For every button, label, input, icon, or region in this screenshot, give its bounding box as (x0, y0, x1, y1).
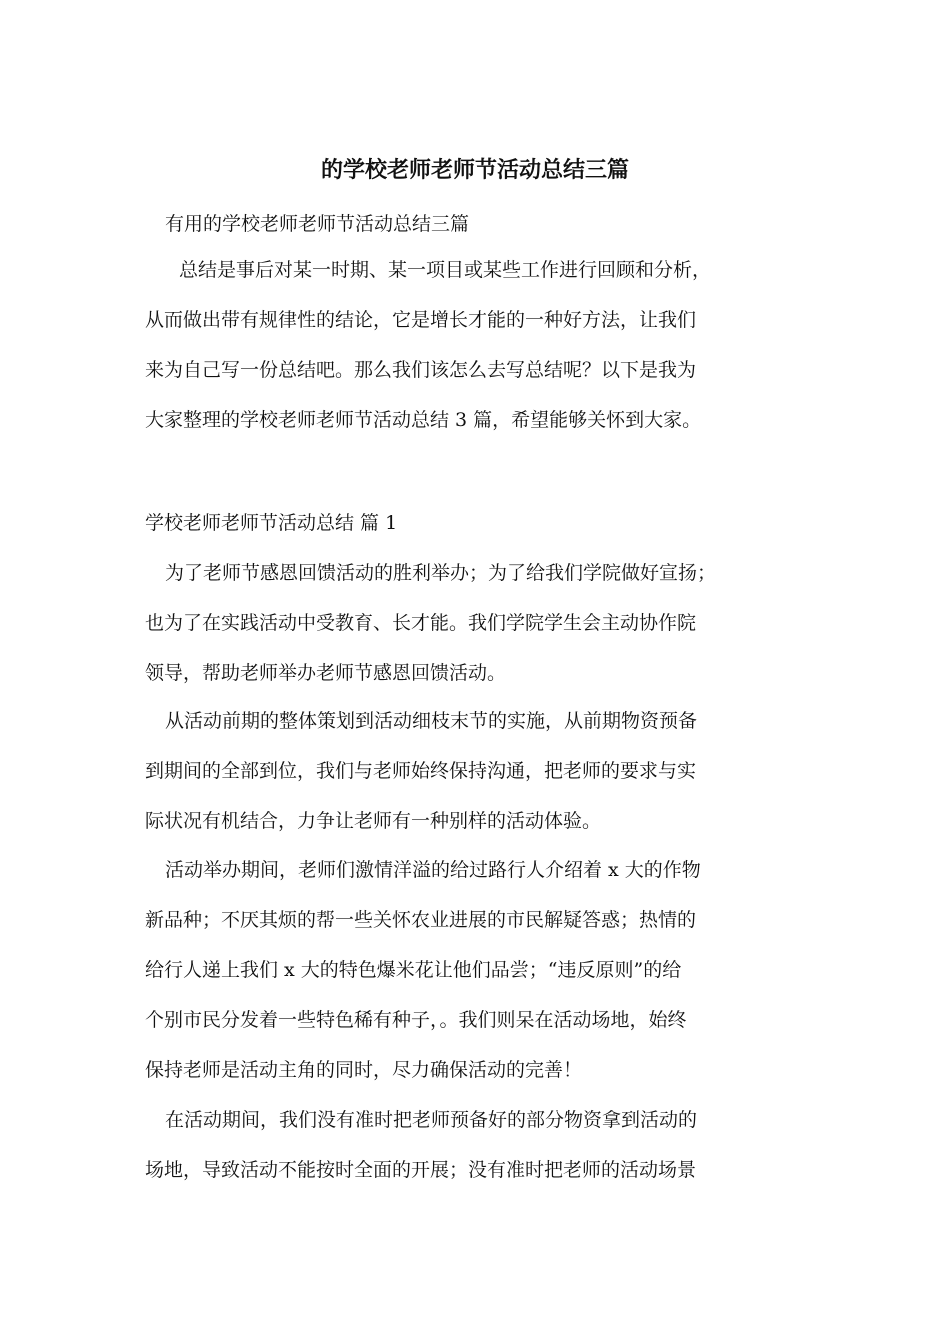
intro-line: 来为自己写一份总结吧。那么我们该怎么去写总结呢？以下是我为 (145, 359, 697, 381)
section-heading: 学校老师老师节活动总结 篇 1 (145, 512, 398, 534)
intro-line: 从而做出带有规律性的结论，它是增长才能的一种好方法，让我们 (145, 309, 697, 331)
body-line: 为了老师节感恩回馈活动的胜利举办；为了给我们学院做好宣扬； (165, 562, 717, 584)
body-line: 给行人递上我们 x 大的特色爆米花让他们品尝；“违反原则”的给 (145, 959, 682, 981)
body-line: 从活动前期的整体策划到活动细枝末节的实施，从前期物资预备 (165, 710, 698, 732)
body-paragraph-2 (145, 696, 825, 846)
body-line: 领导，帮助老师举办老师节感恩回馈活动。 (145, 662, 507, 684)
body-line: 新品种；不厌其烦的帮一些关怀农业进展的市民解疑答惑；热情的 (145, 909, 697, 931)
document-title: 的学校老师老师节活动总结三篇 (320, 157, 629, 183)
body-paragraph-1 (145, 548, 825, 698)
body-line: 场地，导致活动不能按时全面的开展；没有准时把老师的活动场景 (145, 1159, 697, 1181)
body-paragraph-4 (145, 1095, 825, 1195)
body-line: 也为了在实践活动中受教育、长才能。我们学院学生会主动协作院 (145, 612, 697, 634)
intro-line: 大家整理的学校老师老师节活动总结 3 篇，希望能够关怀到大家。 (145, 409, 702, 431)
body-line: 际状况有机结合，力争让老师有一种别样的活动体验。 (145, 810, 602, 832)
document-subtitle: 有用的学校老师老师节活动总结三篇 (165, 213, 470, 235)
body-paragraph-3 (145, 845, 825, 1095)
body-line: 个别市民分发着一些特色稀有种子，。我们则呆在活动场地，始终 (145, 1009, 687, 1031)
intro-line: 总结是事后对某一时期、某一项目或某些工作进行回顾和分析， (179, 259, 712, 281)
body-line: 到期间的全部到位，我们与老师始终保持沟通，把老师的要求与实 (145, 760, 697, 782)
body-line: 在活动期间，我们没有准时把老师预备好的部分物资拿到活动的 (165, 1109, 698, 1131)
body-line: 活动举办期间，老师们激情洋溢的给过路行人介绍着 x 大的作物 (165, 859, 701, 881)
body-line: 保持老师是活动主角的同时，尽力确保活动的完善！ (145, 1059, 583, 1081)
intro-paragraph (145, 245, 825, 445)
